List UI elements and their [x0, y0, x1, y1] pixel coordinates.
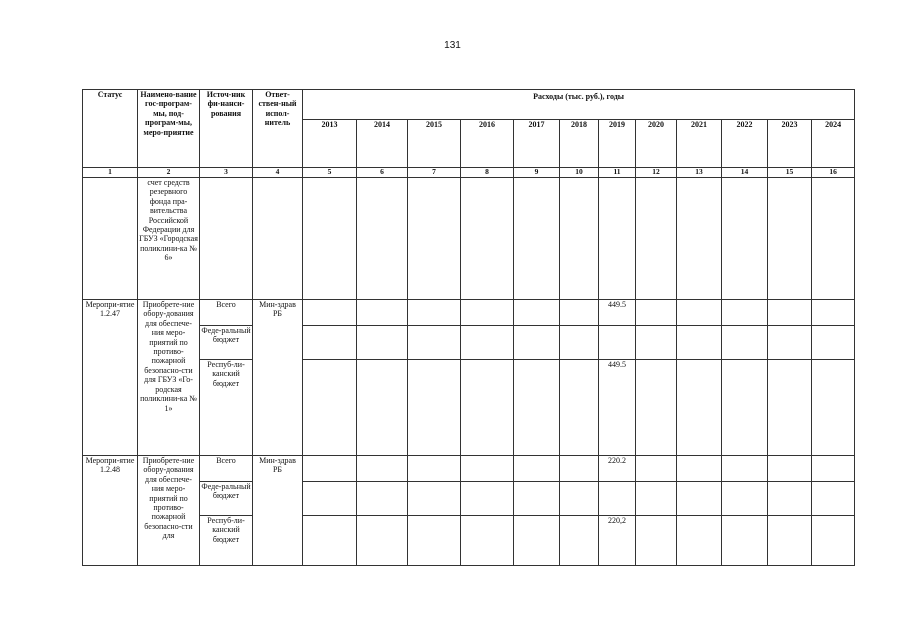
cell	[514, 455, 560, 481]
table-row	[83, 299, 855, 325]
cell	[560, 325, 599, 359]
header-year: 2018	[560, 120, 599, 168]
finance-source: Всего	[200, 299, 253, 325]
cell	[514, 481, 560, 515]
column-number: 8	[461, 168, 514, 178]
value-2019: 220.2	[599, 455, 636, 481]
cell	[722, 359, 768, 455]
header-year: 2015	[408, 120, 461, 168]
column-number: 2	[138, 168, 200, 178]
cell	[722, 481, 768, 515]
column-number: 5	[303, 168, 357, 178]
cell	[812, 515, 855, 565]
cell	[677, 177, 722, 299]
cell	[461, 177, 514, 299]
column-number: 7	[408, 168, 461, 178]
cell	[461, 325, 514, 359]
cell	[514, 515, 560, 565]
cell	[357, 481, 408, 515]
continuation-name: счет средств резервного фонда пра-вительства Российской Федерации для ГБУЗ «Городская поликлини-ка № 6»	[138, 177, 200, 299]
column-number: 15	[768, 168, 812, 178]
cell	[636, 325, 677, 359]
cell	[812, 481, 855, 515]
value-2019	[599, 481, 636, 515]
cell	[677, 299, 722, 325]
cell	[677, 325, 722, 359]
cell	[812, 177, 855, 299]
cell	[768, 359, 812, 455]
cell	[636, 359, 677, 455]
cell	[514, 325, 560, 359]
column-numbers-row	[83, 168, 855, 178]
cell	[303, 359, 357, 455]
cell	[408, 481, 461, 515]
header-year: 2014	[357, 120, 408, 168]
column-number: 3	[200, 168, 253, 178]
column-number: 12	[636, 168, 677, 178]
cell	[636, 515, 677, 565]
cell	[461, 299, 514, 325]
cell	[357, 299, 408, 325]
header-expenses: Расходы (тыс. руб.), годы	[303, 90, 855, 120]
cell	[461, 359, 514, 455]
cell	[677, 455, 722, 481]
table-row-continuation	[83, 177, 855, 299]
header-status: Статус	[83, 90, 138, 168]
cell	[722, 325, 768, 359]
cell	[768, 455, 812, 481]
finance-source: Респуб-ли-канский бюджет	[200, 359, 253, 455]
header-year: 2013	[303, 120, 357, 168]
cell	[560, 455, 599, 481]
cell	[677, 515, 722, 565]
cell	[514, 299, 560, 325]
cell	[768, 177, 812, 299]
cell	[560, 299, 599, 325]
cell	[812, 359, 855, 455]
value-2019: 220,2	[599, 515, 636, 565]
column-number: 4	[253, 168, 303, 178]
finance-source: Феде-ральный бюджет	[200, 481, 253, 515]
cell	[253, 177, 303, 299]
measure-status: Меропри-ятие 1.2.47	[83, 299, 138, 455]
cell	[408, 177, 461, 299]
cell	[408, 325, 461, 359]
table-row	[83, 455, 855, 481]
cell	[514, 177, 560, 299]
column-number: 11	[599, 168, 636, 178]
header-name: Наимено-вание гос-програм-мы, под-програм-мы, меро-приятие	[138, 90, 200, 168]
column-number: 9	[514, 168, 560, 178]
cell	[303, 299, 357, 325]
measure-status: Меропри-ятие 1.2.48	[83, 455, 138, 565]
cell	[636, 455, 677, 481]
cell	[677, 359, 722, 455]
cell	[722, 515, 768, 565]
cell	[303, 325, 357, 359]
cell	[812, 325, 855, 359]
cell	[812, 299, 855, 325]
header-year: 2024	[812, 120, 855, 168]
cell	[408, 515, 461, 565]
cell	[408, 455, 461, 481]
cell	[357, 515, 408, 565]
header-source: Источ-ник фи-нанси-рования	[200, 90, 253, 168]
cell	[768, 325, 812, 359]
header-executor: Ответ-ствен-ный испол-нитель	[253, 90, 303, 168]
cell	[357, 325, 408, 359]
value-2019: 449.5	[599, 299, 636, 325]
column-number: 13	[677, 168, 722, 178]
header-year: 2019	[599, 120, 636, 168]
cell	[636, 481, 677, 515]
cell	[560, 359, 599, 455]
cell	[768, 299, 812, 325]
cell	[722, 455, 768, 481]
measure-name: Приобрете-ние обору-дования для обеспече-ния меро-приятий по противо-пожарной безопасно-сти для	[138, 455, 200, 565]
header-year: 2022	[722, 120, 768, 168]
cell	[560, 177, 599, 299]
value-2019	[599, 325, 636, 359]
page-number: 131	[444, 40, 461, 51]
finance-source: Феде-ральный бюджет	[200, 325, 253, 359]
cell	[768, 515, 812, 565]
cell	[677, 481, 722, 515]
finance-source: Всего	[200, 455, 253, 481]
cell	[303, 177, 357, 299]
measure-name: Приобрете-ние обору-дования для обеспече-ния меро-приятий по противо-пожарной безопасно-сти для ГБУЗ «Го-родская поликлини-ка № 1»	[138, 299, 200, 455]
cell	[722, 299, 768, 325]
header-year: 2021	[677, 120, 722, 168]
cell	[636, 177, 677, 299]
cell	[514, 359, 560, 455]
cell	[303, 515, 357, 565]
cell	[357, 177, 408, 299]
cell	[408, 299, 461, 325]
cell	[560, 515, 599, 565]
measure-executor: Мин-здрав РБ	[253, 299, 303, 455]
column-number: 6	[357, 168, 408, 178]
cell	[200, 177, 253, 299]
column-number: 1	[83, 168, 138, 178]
cell	[768, 481, 812, 515]
cell	[357, 359, 408, 455]
header-year: 2020	[636, 120, 677, 168]
header-year: 2023	[768, 120, 812, 168]
cell	[560, 481, 599, 515]
finance-source: Респуб-ли-канский бюджет	[200, 515, 253, 565]
cell	[461, 481, 514, 515]
cell	[303, 481, 357, 515]
measure-executor: Мин-здрав РБ	[253, 455, 303, 565]
cell	[357, 455, 408, 481]
expenses-table	[82, 89, 855, 566]
header-year: 2017	[514, 120, 560, 168]
cell	[722, 177, 768, 299]
column-number: 14	[722, 168, 768, 178]
cell	[461, 515, 514, 565]
cell	[303, 455, 357, 481]
cell	[636, 299, 677, 325]
header-year: 2016	[461, 120, 514, 168]
column-number: 10	[560, 168, 599, 178]
cell	[812, 455, 855, 481]
cell	[461, 455, 514, 481]
cell	[599, 177, 636, 299]
value-2019: 449.5	[599, 359, 636, 455]
column-number: 16	[812, 168, 855, 178]
cell	[408, 359, 461, 455]
cell	[83, 177, 138, 299]
